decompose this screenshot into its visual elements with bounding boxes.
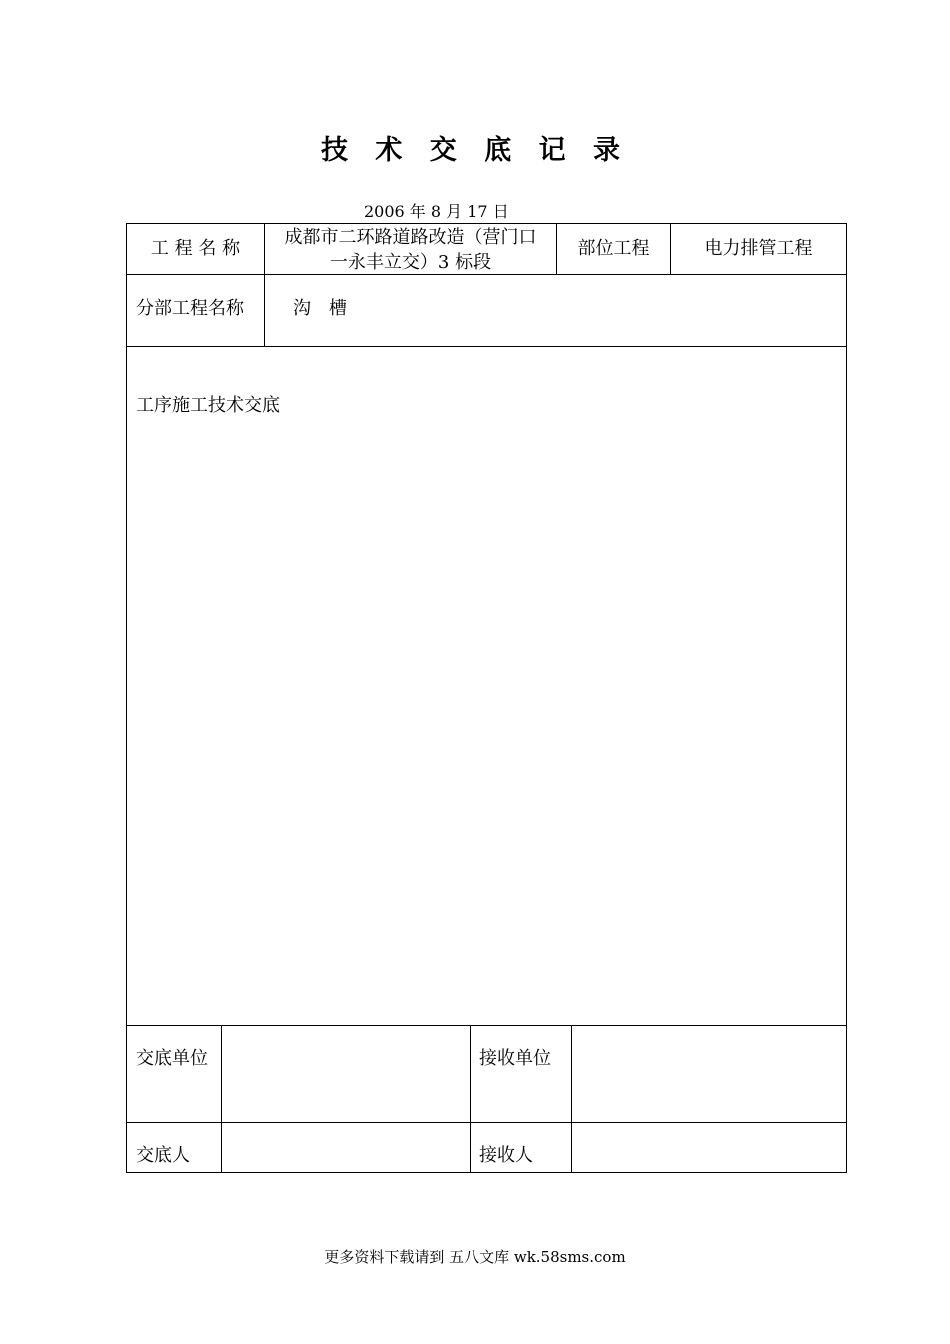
- receiver-person-label: 接收人: [479, 1145, 533, 1166]
- project-name-label: 工 程 名 称: [150, 238, 241, 259]
- issuer-unit-value: [227, 1047, 465, 1071]
- col-divider: [571, 1025, 572, 1172]
- row-divider: [127, 346, 846, 347]
- procedure-label: 工序施工技术交底: [136, 395, 280, 416]
- sub-project-label: 分部工程名称: [136, 298, 244, 319]
- receiver-person-value: [577, 1144, 841, 1168]
- part-label: 部位工程: [577, 238, 650, 259]
- project-name-line2: 一永丰立交）3 标段: [329, 252, 492, 273]
- receiver-unit-value: [577, 1047, 841, 1071]
- record-date: 2006 年 8 月 17 日: [364, 202, 509, 221]
- issuer-person-value: [227, 1144, 465, 1168]
- project-name-line1: 成都市二环路道路改造（营门口: [284, 227, 537, 248]
- row-divider: [127, 1122, 846, 1123]
- receiver-unit-label: 接收单位: [479, 1048, 551, 1069]
- col-divider: [221, 1025, 222, 1172]
- sub-project-value: 沟 槽: [293, 298, 347, 319]
- document-title: 技 术 交 底 记 录: [321, 135, 629, 166]
- col-divider: [470, 1025, 471, 1172]
- record-table: [126, 223, 847, 1173]
- footer-text: 更多资料下载请到 五八文库 wk.58sms.com: [324, 1248, 626, 1266]
- row-divider: [127, 1025, 846, 1026]
- issuer-person-label: 交底人: [136, 1145, 190, 1166]
- issuer-unit-label: 交底单位: [136, 1048, 208, 1069]
- part-value: 电力排管工程: [704, 238, 813, 259]
